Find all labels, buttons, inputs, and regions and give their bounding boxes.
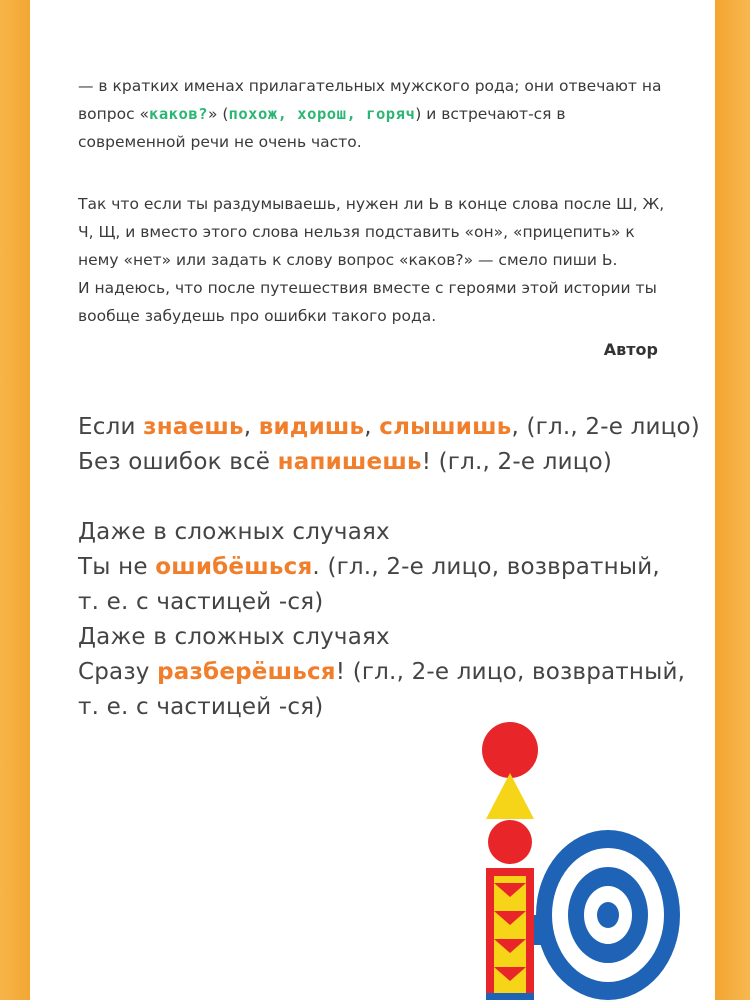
letter-yu-geometric-icon xyxy=(480,715,680,1000)
paragraph1-mid: » ( xyxy=(208,105,229,123)
verb-highlight: разберёшься xyxy=(157,659,336,685)
poem-line-7: Сразу разберёшься! (гл., 2-е лицо, возвратный, xyxy=(78,659,686,685)
right-orange-band xyxy=(715,0,750,1000)
verb-highlight: знаешь xyxy=(143,414,244,440)
poem-line-5: т. е. с частицей -ся) xyxy=(78,589,324,615)
poem-line-4: Ты не ошибёшься. (гл., 2-е лицо, возвратный, xyxy=(78,554,660,580)
examples-highlight: похож, хорош, горяч xyxy=(228,105,416,123)
paragraph1-end: ) и встречают-ся в современной речи не очень часто. xyxy=(78,105,566,151)
verb-highlight: ошибёшься xyxy=(155,554,313,580)
poem xyxy=(78,410,700,725)
poem-line-6: Даже в сложных случаях xyxy=(78,624,390,650)
yellow-triangle xyxy=(486,773,534,819)
poem-line-1: Если знаешь, видишь, слышишь, (гл., 2-е лицо) xyxy=(78,414,700,440)
paragraph1-text: — в кратких именах прилагательных мужского рода; они отвечают на вопрос « xyxy=(78,77,662,123)
paragraph-wish: И надеюсь, что после путешествия вместе с героями этой истории ты вообще забудешь про ошибки такого рода. xyxy=(78,279,657,325)
poem-line-8: т. е. с частицей -ся) xyxy=(78,694,324,720)
zigzag-bar xyxy=(486,868,534,1000)
red-circle-middle xyxy=(488,820,532,864)
poem-line-2: Без ошибок всё напишешь! (гл., 2-е лицо) xyxy=(78,449,613,475)
verb-highlight: напишешь xyxy=(277,449,422,475)
left-orange-band xyxy=(0,0,30,1000)
poem-line-3: Даже в сложных случаях xyxy=(78,519,390,545)
author-signature: Автор xyxy=(603,340,658,359)
verb-highlight: видишь xyxy=(258,414,365,440)
blue-target xyxy=(536,830,680,1000)
red-circle-top xyxy=(482,722,538,778)
paragraph-adjectives xyxy=(78,72,668,156)
paragraph-rule: Так что если ты раздумываешь, нужен ли Ь в конце слова после Ш, Ж, Ч, Щ, и вместо этого слова нельзя подставить «он», «прицепить» к нему «нет» или задать к слову вопрос «каков?» — смело пиши Ь. xyxy=(78,195,665,269)
question-highlight: каков? xyxy=(149,105,209,123)
verb-highlight: слышишь xyxy=(379,414,512,440)
